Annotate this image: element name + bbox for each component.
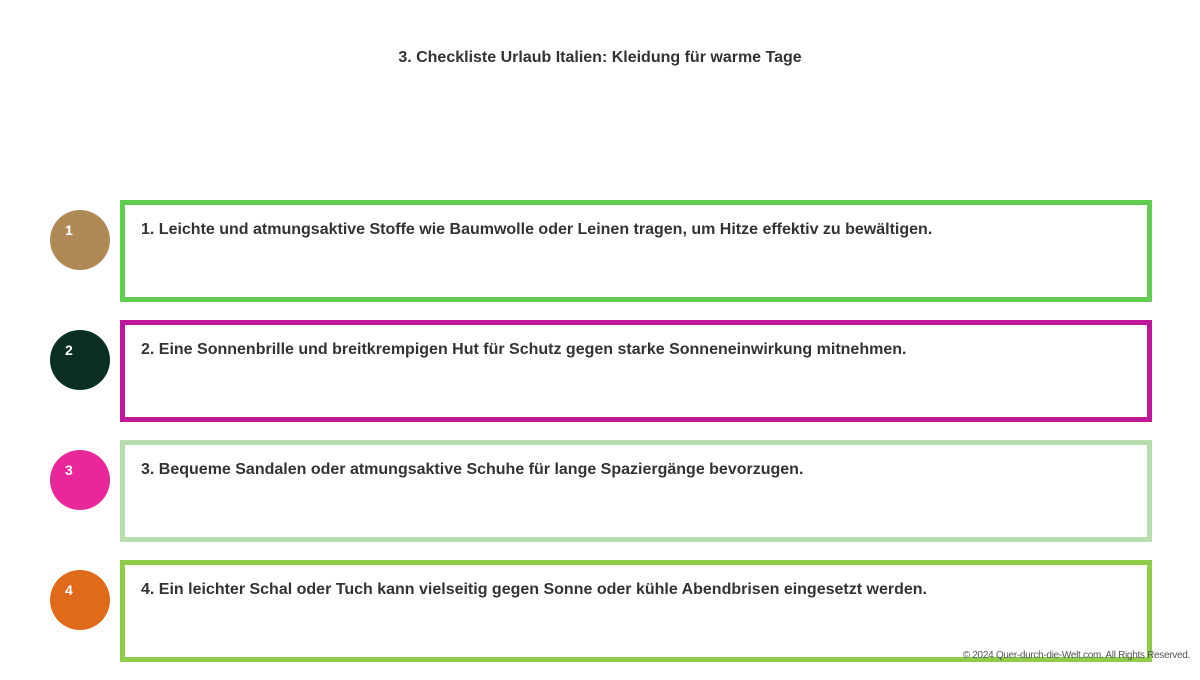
item-number-4: 4: [65, 582, 73, 598]
checklist-item-text-2: 2. Eine Sonnenbrille und breitkrempigen Hut für Schutz gegen starke Sonneneinwirkung mitnehmen.: [141, 341, 907, 358]
checklist-item-text-3: 3. Bequeme Sandalen oder atmungsaktive Schuhe für lange Spaziergänge bevorzugen.: [141, 461, 804, 478]
checklist-item-text-4: 4. Ein leichter Schal oder Tuch kann vielseitig gegen Sonne oder kühle Abendbrisen eingesetzt werden.: [141, 581, 927, 598]
item-number-badge-4: [50, 570, 110, 630]
item-number-badge-2: [50, 330, 110, 390]
item-number-3: 3: [65, 462, 73, 478]
checklist-item-text-1: 1. Leichte und atmungsaktive Stoffe wie Baumwolle oder Leinen tragen, um Hitze effektiv zu bewältigen.: [141, 221, 933, 238]
checklist-item-1: [120, 200, 1152, 302]
checklist-item-4: [120, 560, 1152, 662]
checklist-item-3: [120, 440, 1152, 542]
page-title: 3. Checkliste Urlaub Italien: Kleidung für warme Tage: [398, 49, 802, 66]
item-number-badge-3: [50, 450, 110, 510]
item-number-1: 1: [65, 222, 73, 238]
item-number-badge-1: [50, 210, 110, 270]
copyright-footer: © 2024 Quer-durch-die-Welt.com. All Rights Reserved.: [962, 650, 1190, 661]
item-number-2: 2: [65, 342, 73, 358]
checklist-item-2: [120, 320, 1152, 422]
